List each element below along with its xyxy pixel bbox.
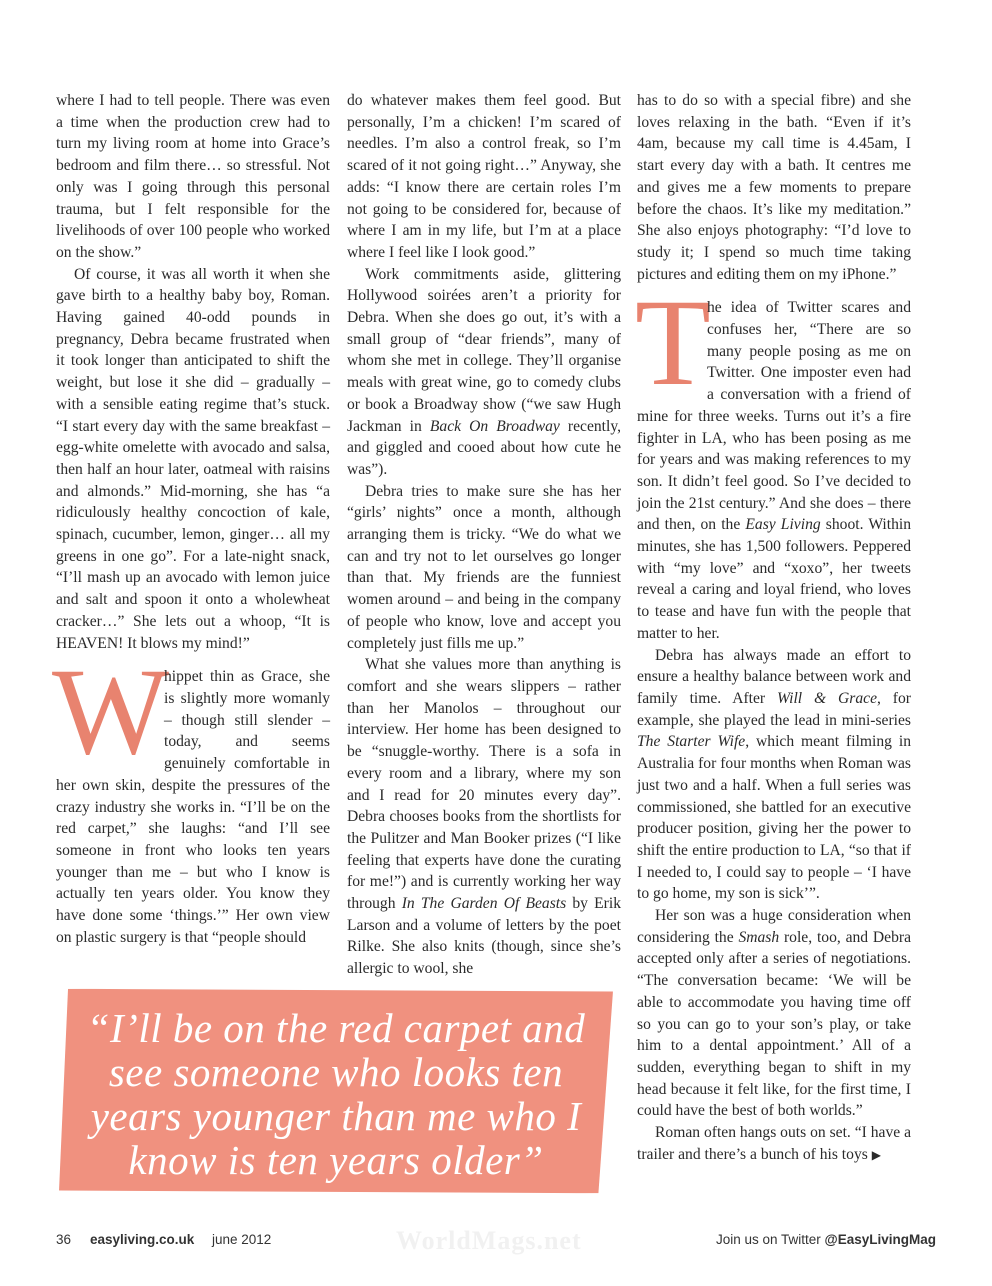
paragraph: hippet thin as Grace, she is slightly more womanly – though still slender – today, and seems genuinely comfortable in her own skin, despite the pressures of the crazy industry she works in. “I’ll be on the red carpet,” she laughs: “and I’ll see someone in front who looks ten years younger than me – but who I know is actually ten years older. You know they have done some ‘things.’” Her own view on plastic surgery is that “people should	[56, 668, 330, 946]
paragraph: do whatever makes them feel good. But personally, I’m a chicken! I’m scared of needles. I’m also a control freak, so I’m scared of it not going right…” Anyway, she adds: “I know there are certain roles I’m not going to be considered for, because of where I am in my life, but I’m at a place where I feel like I look good.”	[347, 92, 621, 261]
paragraph: Her son was a huge consideration when considering the Smash role, too, and Debra accepted only after a series of negotiations. “The conversation became: ‘We will be able to accommodate you having time off so you can go to your son’s play, or take him to a dental appointment.’ All of a sudden, everything began to shift in my head because it felt like, for the first time, I could have the best of both worlds.”	[637, 907, 911, 1120]
dropcap-letter: T	[635, 274, 711, 412]
watermark: WorldMags.net	[396, 1226, 582, 1255]
paragraph: What she values more than anything is comfort and she wears slippers – rather than her Manolos – throughout our interview. Her home has been designed to be “snuggle-worthy. There is a sofa in every room and a library, where my son and I read for 20 minutes every day”. Debra chooses books from the shortlists for the Pulitzer and Man Booker prizes (“I like feeling that experts have done the curating for me!”) and is currently working her way through In The Garden Of Beasts by Erik Larson and a volume of letters by the poet Rilke. She also knits (though, since she’s allergic to wool, she	[347, 656, 621, 978]
paragraph: has to do so with a special fibre) and she loves relaxing in the bath. “Even if it’s 4am, because my call time is 4.45am, I start every day with a bath. It centres me and gives me a few moments to prepare before the chaos. It’s like my meditation.” She also enjoys photography: “I’d love to study it; I spend so much time taking pictures and editing them on my iPhone.”	[637, 92, 911, 283]
title-italic: Will & Grace	[777, 689, 878, 707]
paragraph: Debra has always made an effort to ensure a healthy balance between work and family time. After Will & Grace, for example, she played the lead in mini-series The Starter Wife, which meant filming in Australia for four months when Roman was just two and a half. When a full series was commissioned, she battled for an executive producer position, giving her the power to shift the entire production to LA, “so that if I needed to, I could say to people – ‘I have to go home, my son is sick’”.	[637, 646, 911, 903]
article-column-1	[52, 90, 330, 948]
title-italic: Easy Living	[745, 516, 821, 534]
paragraph: Work commitments aside, glittering Hollywood soirées aren’t a priority for Debra. When she does go out, it’s with a small group of “dear friends”, many of whom she met in college. They’ll organise meals with great wine, go to comedy clubs or book a Broadway show (“we saw Hugh Jackman in Back On Broadway recently, and giggled and cooed about how cute he was”).	[347, 265, 622, 478]
continue-arrow-icon: ▶	[871, 1147, 881, 1162]
paragraph: Debra tries to make sure she has her “girls’ nights” once a month, although arranging them is tricky. “We do what we can and try not to let ourselves go longer than that. My friends are the funniest women around – and being in the company of people who know, love and accept you completely just fills me up.”	[347, 482, 621, 652]
issue-date: june 2012	[212, 1232, 272, 1247]
pull-quote-text: “I’ll be on the red carpet and see someone who looks ten years younger than me who I know is ten years older”	[86, 1005, 586, 1183]
paragraph: Roman often hangs outs on set. “I have a trailer and there’s a bunch of his toys ▶	[637, 1124, 911, 1163]
article-column-3	[637, 90, 911, 1166]
title-italic: In The Garden Of Beasts	[401, 895, 567, 913]
twitter-handle: @EasyLivingMag	[824, 1232, 936, 1247]
site-name: easyliving.co.uk	[90, 1232, 195, 1247]
paragraph: where I had to tell people. There was even a time when the production crew had to turn my living room at home into Grace’s bedroom and film there… so stressful. Not only was I going through this personal trauma, but I felt responsible for the livelihoods of over 100 people who worked on the show.”	[56, 92, 330, 261]
dropcap-paragraph	[635, 274, 911, 644]
title-italic: Smash	[738, 928, 780, 946]
twitter-promo: Join us on Twitter @EasyLivingMag	[715, 1232, 936, 1247]
article-column-2	[347, 90, 621, 980]
dropcap-paragraph	[52, 643, 330, 948]
paragraph: Of course, it was all worth it when she gave birth to a healthy baby boy, Roman. Having gained 40-odd pounds in pregnancy, Debra became frustrated when it took longer than anticipated to shift the weight, but lose it she did – gradually – with a sensible eating regime that’s stuck. “I start every day with the same breakfast – egg-white omelette with avocado and salsa, then half an hour later, oatmeal with raisins and almonds.” Mid-morning, she has “a ridiculously healthy concoction of kale, spinach, cucumber, lemon, ginger… all my greens in one go”. For a late-night snack, “I’ll mash up an avocado with lemon juice and salt and spoon it onto a wholewheat cracker…” She lets out a whoop, “It is HEAVEN! It blows my mind!”	[56, 265, 330, 652]
page-number: 36	[56, 1232, 72, 1247]
title-italic: Back On Broadway	[429, 417, 560, 435]
page-footer	[56, 1226, 936, 1255]
paragraph: he idea of Twitter scares and confuses her, “There are so many people posing as me on Twitter. One imposter even had a conversation with a friend of mine for three weeks. Turns out it’s a fire fighter in LA, who has been posing as me for years and was making references to my son. It didn’t feel good. So I’ve decided to join the 21st century.” And she does – there and then, on the Easy Living shoot. Within minutes, she has 1,500 followers. Peppered with “my love” and “xoxo”, her tweets reveal a caring and loyal friend, who loves to tease and have fun with the people that matter to her.	[637, 299, 911, 642]
dropcap-letter: W	[52, 643, 170, 781]
title-italic: The Starter Wife	[637, 733, 746, 751]
